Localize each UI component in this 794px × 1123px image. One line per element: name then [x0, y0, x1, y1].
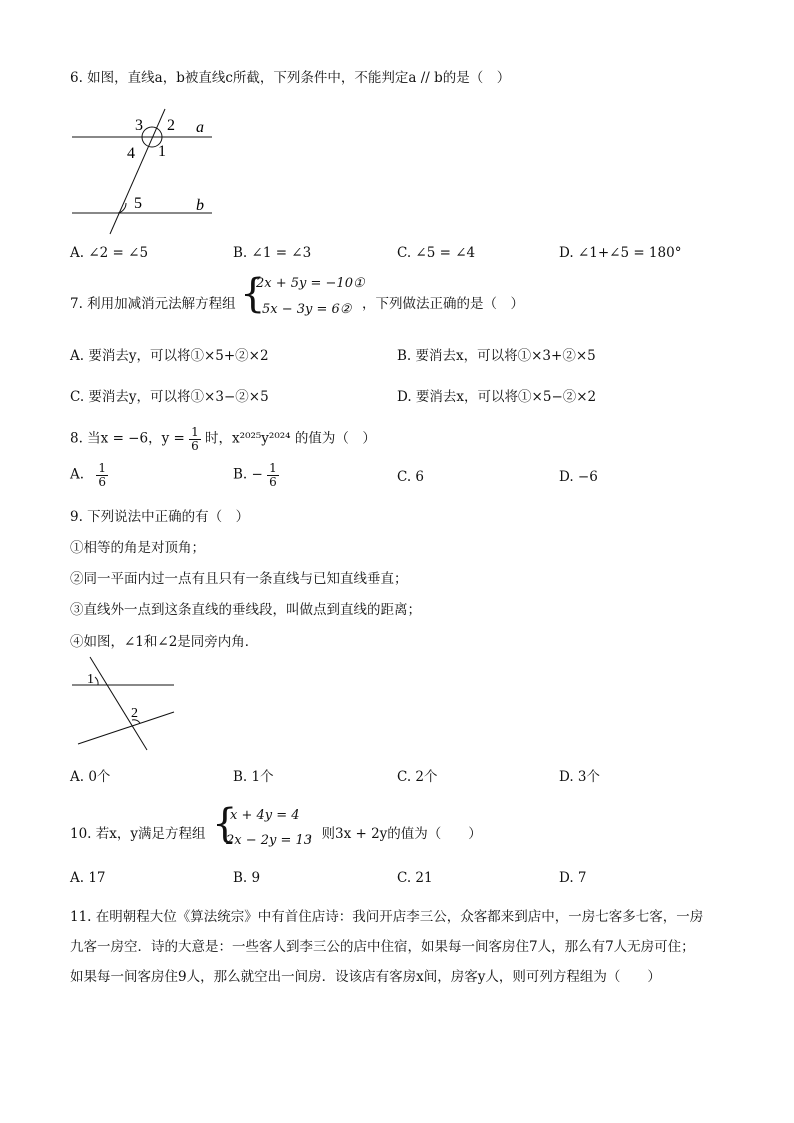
q6-option-d: D. ∠1+∠5 = 180° [559, 245, 682, 261]
q6-figure [66, 106, 226, 240]
q9-statement-3: ③直线外一点到这条直线的垂线段，叫做点到直线的距离； [70, 602, 421, 618]
q10-option-a: A. 17 [70, 870, 106, 886]
q6-label-2: 2 [167, 117, 175, 134]
q11-line-2: 九客一房空．诗的大意是：一些客人到李三公的店中住宿，如果每一间客房住7人，那么有7人无房可住； [70, 939, 695, 955]
q8-mid: 时，x²⁰²⁵y²⁰²⁴ 的值为（ ） [205, 430, 376, 447]
q6-label-5: 5 [134, 195, 142, 212]
q7-eq2: 5x − 3y = 6② [262, 302, 352, 317]
q6-label-a: a [196, 119, 204, 136]
q9-option-c: C. 2个 [397, 769, 438, 785]
q8-option-a [70, 462, 108, 488]
q6-label-1: 1 [158, 143, 166, 160]
q10-suffix: ，则3x + 2y的值为（ ） [308, 826, 482, 842]
q10-option-d: D. 7 [559, 870, 587, 886]
q6-option-c: C. ∠5 = ∠4 [397, 245, 476, 261]
q11-line-1: 11. 在明朝程大位《算法统宗》中有首住店诗：我问开店李三公，众客都来到店中，一房七客多七客，一房 [70, 909, 704, 925]
q8-option-b-label: B. − [233, 466, 263, 483]
q9-label-2: 2 [131, 706, 138, 721]
q6-label-4: 4 [127, 145, 135, 162]
q7-eq1: 2x + 5y = −10① [256, 276, 365, 291]
q7-option-b: B. 要消去x，可以将①×3+②×5 [397, 348, 596, 364]
q10-brace: { [212, 801, 238, 847]
q6-option-a: A. ∠2 = ∠5 [70, 245, 149, 261]
q7-option-d: D. 要消去x，可以将①×5−②×2 [397, 389, 597, 405]
q10-eq2: 2x − 2y = 13 [226, 833, 313, 848]
q9-figure [68, 654, 180, 754]
q9-stem: 9. 下列说法中正确的有（ ） [70, 509, 250, 525]
q7-suffix: ，下列做法正确的是（ ） [362, 296, 524, 312]
q8-stem [70, 426, 376, 452]
q10-option-c: C. 21 [397, 870, 433, 886]
q6-option-b: B. ∠1 = ∠3 [233, 245, 312, 261]
q6-stem: 6. 如图，直线a，b被直线c所截，下列条件中，不能判定a // b的是（ ） [70, 70, 511, 86]
q8-option-d: D. −6 [559, 469, 598, 485]
q7-option-a: A. 要消去y，可以将①×5+②×2 [70, 348, 269, 364]
q7-option-c: C. 要消去y，可以将①×3−②×5 [70, 389, 269, 405]
q9-statement-4: ④如图，∠1和∠2是同旁内角． [70, 634, 259, 650]
q8-frac-den: 6 [191, 438, 199, 453]
q8-frac-num: 1 [191, 425, 199, 439]
q8-option-c: C. 6 [397, 469, 425, 485]
q8-prefix: 8. 当x = −6，y = [70, 430, 185, 447]
q9-option-d: D. 3个 [559, 769, 601, 785]
q8-option-a-frac: $\frac{1}{6}$ [98, 461, 106, 489]
q9-statement-1: ①相等的角是对顶角； [70, 540, 205, 556]
q6-label-b: b [196, 197, 204, 214]
q8-fraction [189, 426, 201, 452]
q10-prefix: 10. 若x，y满足方程组 [70, 826, 206, 842]
q9-label-1: 1 [87, 672, 94, 687]
q9-option-a: A. 0个 [70, 769, 111, 785]
q8-option-a-label: A. [70, 466, 85, 483]
q11-line-3: 如果每一间客房住9人，那么就空出一间房．设该店有客房x间，房客y人，则可列方程组为（ ） [70, 969, 661, 985]
q10-option-b: B. 9 [233, 870, 261, 886]
q6-label-3: 3 [135, 117, 143, 134]
q7-prefix: 7. 利用加减消元法解方程组 [70, 296, 236, 312]
q8-option-b [233, 462, 279, 488]
q10-eq1: x + 4y = 4 [230, 808, 300, 823]
q9-option-b: B. 1个 [233, 769, 274, 785]
q7-brace: { [240, 271, 266, 317]
q9-statement-2: ②同一平面内过一点有且只有一条直线与已知直线垂直； [70, 571, 408, 587]
q8-option-b-frac: $\frac{1}{6}$ [269, 461, 277, 489]
